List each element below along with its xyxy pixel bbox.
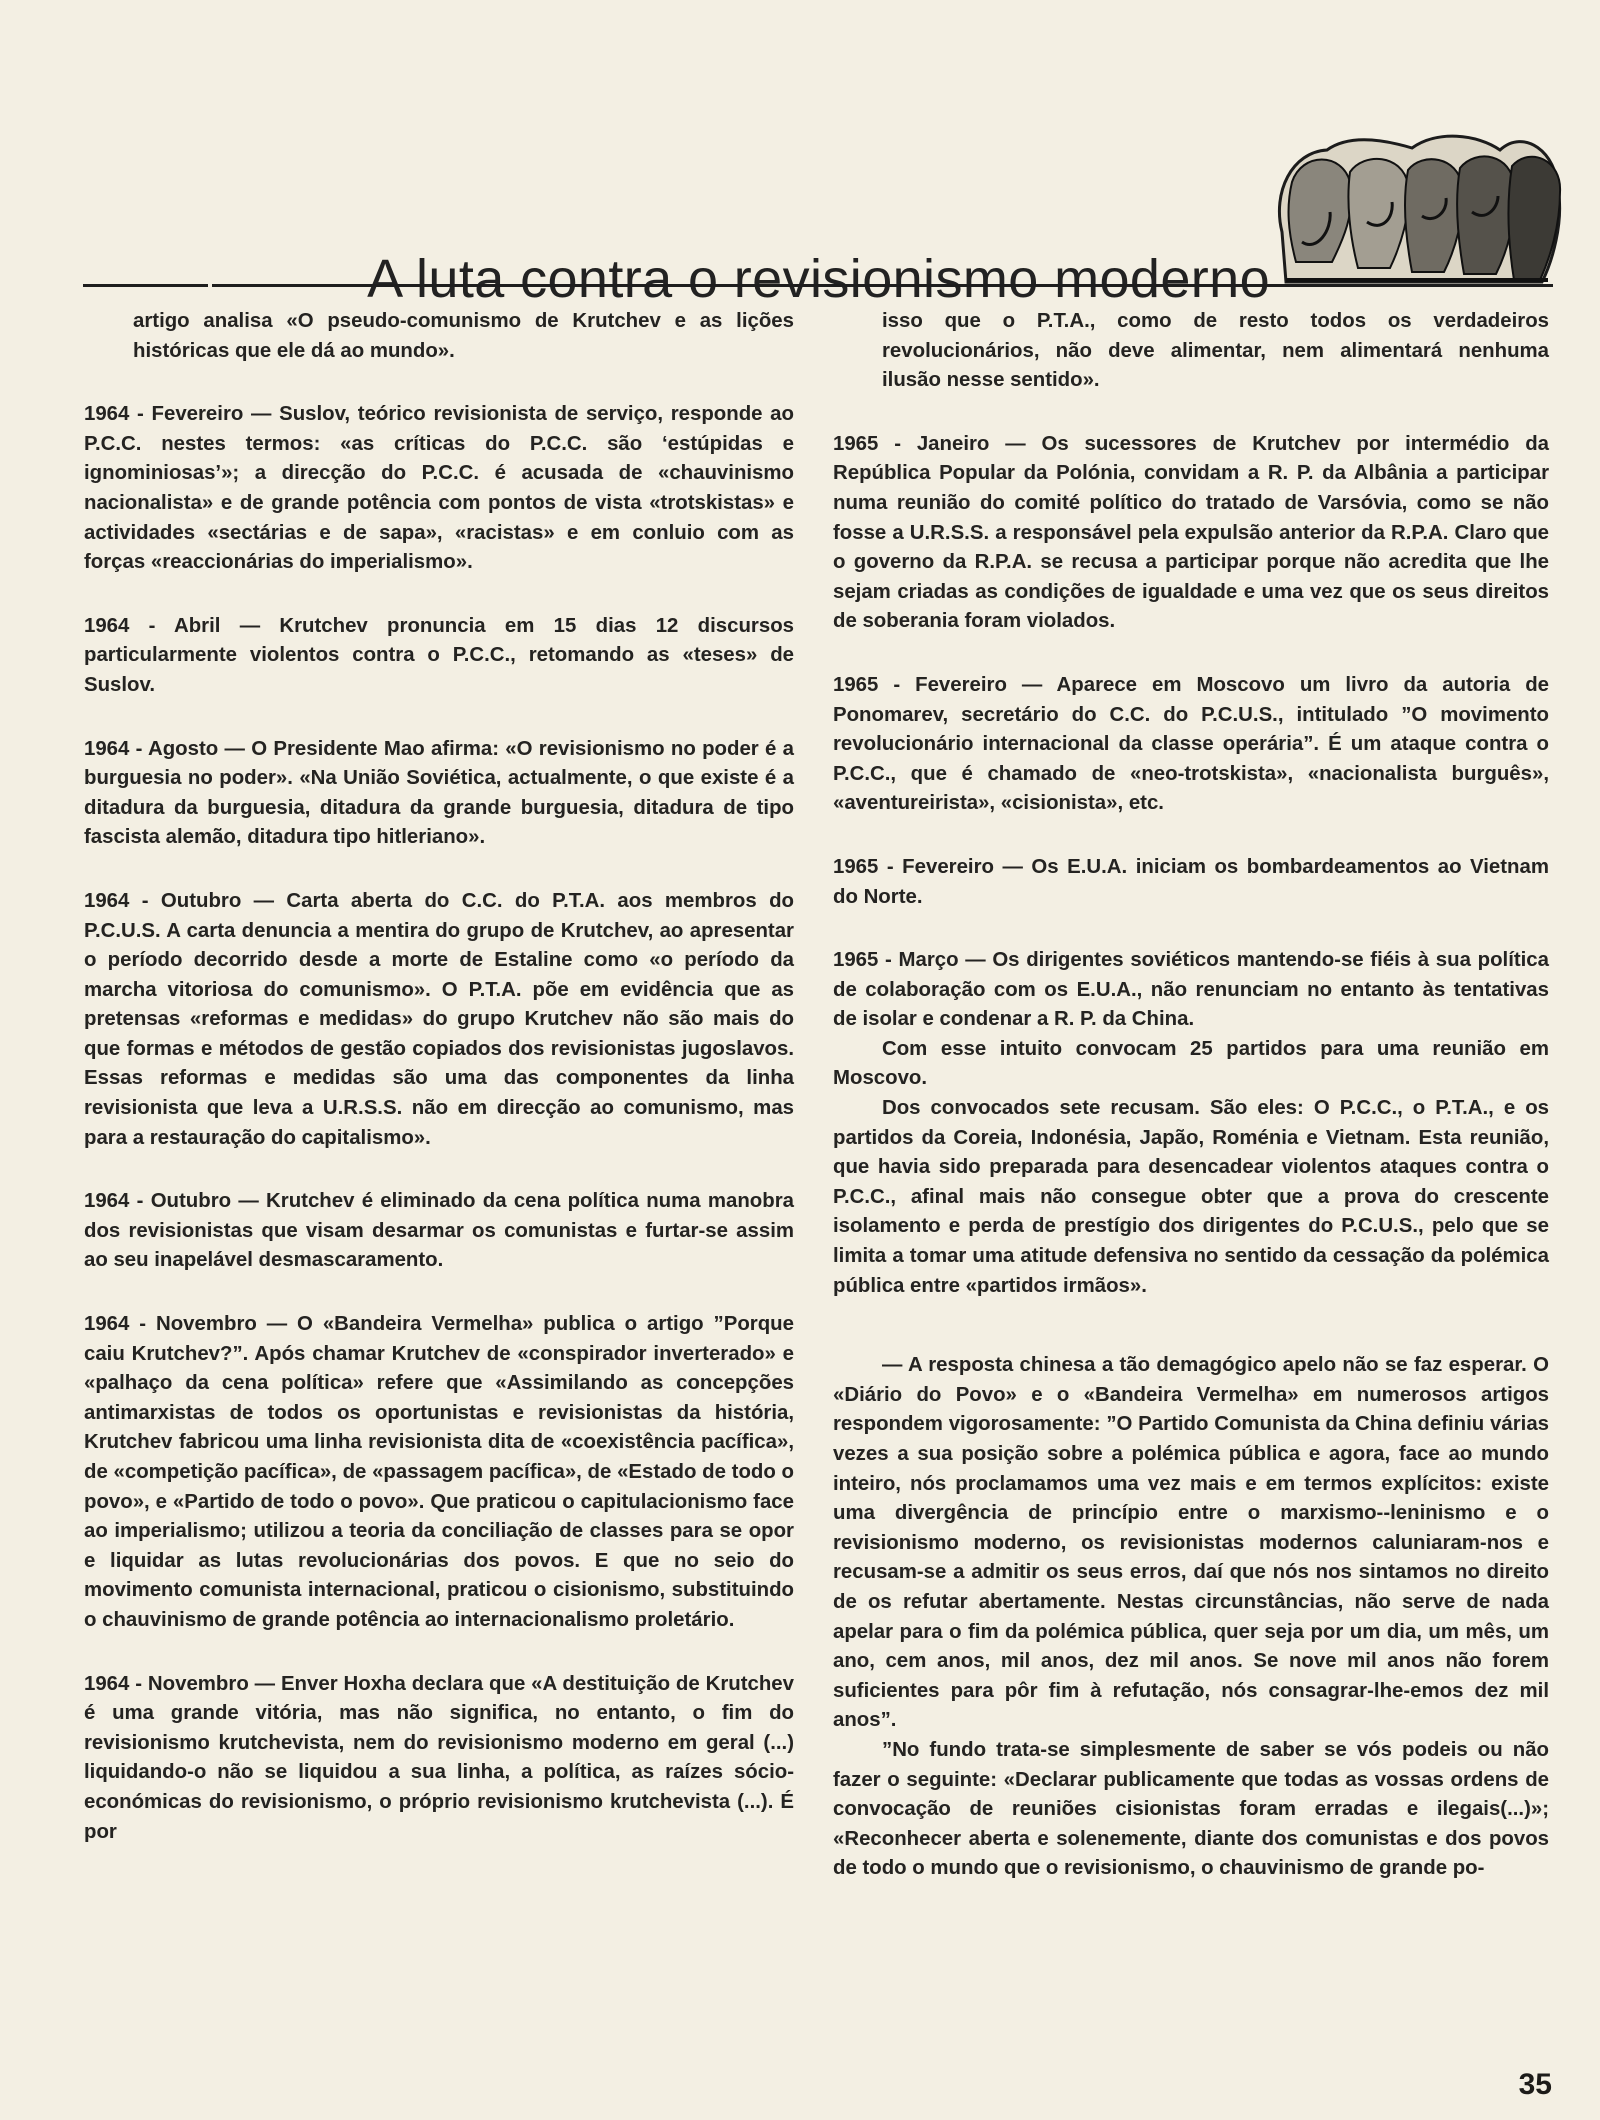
chronology-entry: 1964 - Novembro — O «Bandeira Vermelha» publica o artigo ”Porque caiu Krutchev?”. Após chamar Krutchev de «conspirador inverterado» e «palhaço da cena política» refere que «Assimilando as concepções antimarxistas de todos os oportunistas e revisionistas da história, Krutchev fabricou uma linha revisionista dita de «coexistência pacífica», de «competição pacífica», de «passagem pacífica», de «Estado de todo o povo», e «Partido de todo o povo». Que praticou o capitulacionismo face ao imperialismo; utilizou a teoria da conciliação de classes para se opor e liquidar as lutas revolucionárias dos povos. E que no seio do movimento comunista internacional, praticou o cisionismo, substituindo o chauvinismo de grande potência ao internacionalismo proletário. <box>84 1313 794 1631</box>
entry-date: 1965 - Fevereiro — <box>833 673 1043 696</box>
entry-date: 1965 - Janeiro — <box>833 432 1026 455</box>
entry-date: 1965 - Março — <box>833 949 986 972</box>
left-column <box>84 307 794 1881</box>
entry-date: 1964 - Abril — <box>84 614 261 637</box>
paragraph-group <box>833 1351 1549 1884</box>
chronology-entry: isso que o P.T.A., como de resto todos os verdadeiros revolucionários, não deve alimentar, nem alimentará nenhuma ilusão nesse sentido». <box>882 310 1549 392</box>
chronology-entry: 1965 - Março — Os dirigentes soviéticos mantendo-se fiéis à sua política de colaboração com os E.U.A., não renunciam no entanto às tentativas de isolar e condenar a R. P. da China. <box>833 949 1549 1031</box>
chronology-entry: 1965 - Fevereiro — Os E.U.A. iniciam os bombardeamentos ao Vietnam do Norte. <box>833 855 1549 908</box>
title-rule-gap <box>208 282 212 289</box>
entry-date: 1964 - Fevereiro — <box>84 403 272 426</box>
page-number: 35 <box>1518 2068 1552 2101</box>
body-paragraph: — A resposta chinesa a tão demagógico apelo não se faz esperar. O «Diário do Povo» e o «Bandeira Vermelha» em numerosos artigos respondem vigorosamente: ”O Partido Comunista da China definiu várias vezes a sua posição sobre a polémica pública e agora, face ao mundo inteiro, nós proclamamos uma vez mais e em termos explícitos: existe uma divergência de princípio entre o marxismo--leninismo e o revisionismo moderno, os revisionistas modernos caluniaram-nos e recusam-se a admitir os seus erros, daí que nós nos sintamos no direito de os refutar abertamente. Nestas circunstâncias, não serve de nada apelar para o fim da polémica pública, quer seja por um dia, um mês, um ano, cem anos, mil anos, dez mil anos. Se nove mil anos não forem suficientes para pôr fim à refutação, nós consagrar-lhe-emos dez mil anos”. <box>833 1354 1549 1732</box>
body-paragraph: Com esse intuito convocam 25 partidos para uma reunião em Moscovo. <box>833 1037 1549 1090</box>
chronology-entry: 1964 - Outubro — Krutchev é eliminado da cena política numa manobra dos revisionistas que visam desarmar os comunistas e furtar-se assim ao seu inapelável desmascaramento. <box>84 1190 794 1272</box>
chronology-entry: 1964 - Fevereiro — Suslov, teórico revisionista de serviço, responde ao P.C.C. nestes termos: «as críticas do P.C.C. são ‘estúpidas e ignominiosas’»; a direcção do P.C.C. é acusada de «chauvinismo nacionalista» e de grande potência com pontos de vista «trotskistas» e actividades «sectárias e de sapa», «racistas» e em conluio com as forças «reaccionárias do imperialismo». <box>84 403 794 574</box>
entry-date: 1964 - Outubro — <box>84 1190 259 1213</box>
five-portraits-emblem-icon <box>1272 112 1564 288</box>
chronology-entry: artigo analisa «O pseudo-comunismo de Krutchev e as lições históricas que ele dá ao mundo». <box>133 310 794 362</box>
entry-date: 1964 - Agosto — <box>84 737 245 760</box>
chronology-entry: 1964 - Outubro — Carta aberta do C.C. do P.T.A. aos membros do P.C.U.S. A carta denuncia a mentira do grupo de Krutchev, ao apresentar o período decorrido desde a morte de Estaline como «o período da marcha vitoriosa do comunismo». O P.T.A. põe em evidência que as pretensas «reformas e medidas» do grupo Krutchev não são mais do que formas e métodos de gestão copiados dos revisionistas jugoslavos. Essas reformas e medidas são uma das componentes da linha revisionista que leva a U.R.S.S. não em direcção ao comunismo, mas para a restauração do capitalismo». <box>84 889 794 1149</box>
entry-date: 1965 - Fevereiro — <box>833 855 1023 878</box>
page-title: A luta contra o revisionismo moderno <box>367 249 1270 310</box>
right-column <box>833 307 1549 1918</box>
chronology-entry: 1964 - Agosto — O Presidente Mao afirma: «O revisionismo no poder é a burguesia no poder». «Na União Soviética, actualmente, o que existe é a ditadura da burguesia, ditadura da grande burguesia, ditadura de tipo fascista alemão, ditadura tipo hitleriano». <box>84 737 794 849</box>
entry-date: 1964 - Novembro — <box>84 1672 276 1695</box>
chronology-entry: 1964 - Novembro — Enver Hoxha declara que «A destituição de Krutchev é uma grande vitória, mas não significa, no entanto, o fim do revisionismo krutchevista, nem do revisionismo moderno em geral (...) liquidando-o não se liquidou a sua linha, a política, as raízes sócio-económicas do revisionismo, o próprio revisionismo krutchevista (...). É por <box>84 1672 794 1843</box>
title-rule <box>83 284 1553 287</box>
paragraph-group <box>833 1035 1549 1301</box>
chronology-entry: 1965 - Fevereiro — Aparece em Moscovo um livro da autoria de Ponomarev, secretário do C.C. do P.C.U.S., intitulado ”O movimento revolucionário internacional da classe operária”. É um ataque contra o P.C.C., que é chamado de «neo-trotskista», «nacionalista burguês», «aventureirista», «cisionista», etc. <box>833 673 1549 815</box>
body-paragraph: ”No fundo trata-se simplesmente de saber se vós podeis ou não fazer o seguinte: «Declarar publicamente que todas as vossas ordens de convocação de reuniões cisionistas foram erradas e ilegais(...)»; «Reconhecer aberta e solenemente, diante dos comunistas e dos povos de todo o mundo que o revisionismo, o chauvinismo de grande po- <box>833 1738 1549 1880</box>
chronology-entry: 1964 - Abril — Krutchev pronuncia em 15 dias 12 discursos particularmente violentos contra o P.C.C., retomando as «teses» de Suslov. <box>84 614 794 696</box>
body-paragraph: Dos convocados sete recusam. São eles: O P.C.C., o P.T.A., e os partidos da Coreia, Indonésia, Japão, Roménia e Vietnam. Esta reunião, que havia sido preparada para desencadear violentos ataques contra o P.C.C., afinal mais não consegue obter que a prova do crescente isolamento e perda de prestígio dos dirigentes do P.C.U.S., pelo que se limita a tomar uma atitude defensiva no sentido da cessação da polémica pública entre «partidos irmãos». <box>833 1097 1549 1297</box>
entry-date: 1964 - Outubro — <box>84 889 275 912</box>
entry-date: 1964 - Novembro — <box>84 1313 288 1336</box>
chronology-entry: 1965 - Janeiro — Os sucessores de Krutchev por intermédio da República Popular da Polónia, convidam a R. P. da Albânia a participar numa reunião do comité político do tratado de Varsóvia, como se não fosse a U.R.S.S. a responsável pela expulsão anterior da R.P.A. Claro que o governo da R.P.A. se recusa a participar porque não acredita que lhe sejam criadas as condições de igualdade e uma vez que os seus direitos de soberania foram violados. <box>833 432 1549 633</box>
